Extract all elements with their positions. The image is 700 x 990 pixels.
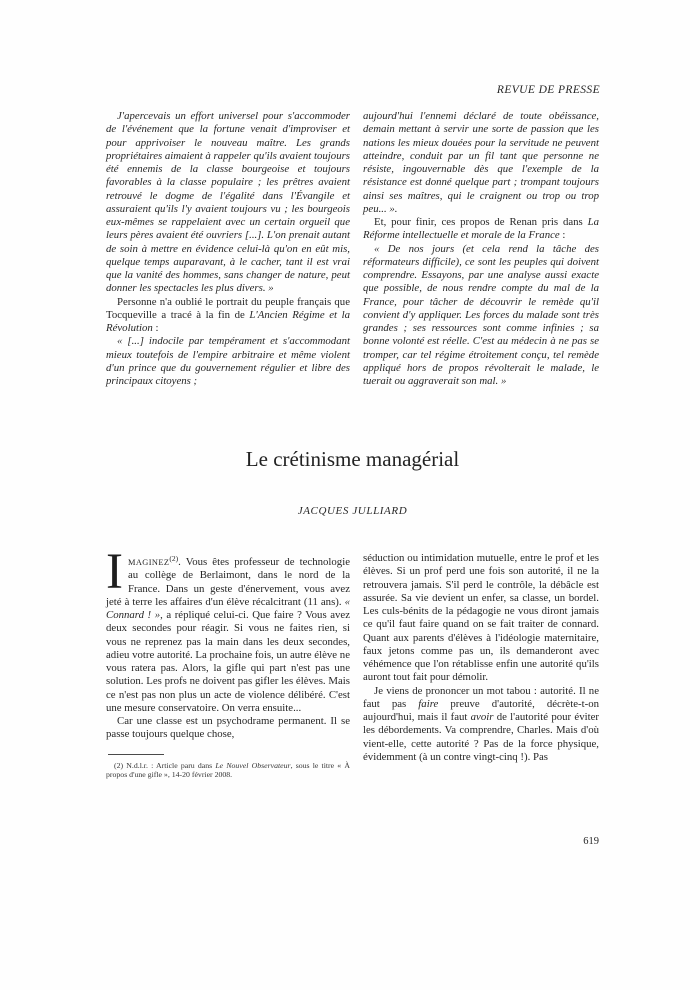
running-head: REVUE DE PRESSE — [496, 84, 600, 96]
body-text: Car une classe est un psychodrame permanent. Il se passe toujours quelque chose, — [106, 715, 350, 741]
quote-paragraph — [106, 335, 350, 388]
body-right-column — [363, 552, 599, 780]
narration-text: Et, pour finir, ces propos de Renan pris dans — [374, 216, 588, 228]
body-left-column — [106, 544, 350, 780]
quote-paragraph — [106, 110, 350, 296]
body-text: . Vous êtes professeur de technologie au collège de Berlaimont, dans le nord de la France. Dans un geste d'énervement, vous avez jeté à terre les affaires d'un élève récalcitrant (11 ans). — [106, 556, 350, 608]
quote-text: « [...] indocile par tempérament et s'accommodant mieux toutefois de l'empire arbitraire et même violent d'un prince que du gouvernement régulier et libre des principaux citoyens ; — [106, 335, 350, 387]
book-title: L'Ancien Régime et la Révolution — [106, 308, 350, 334]
body-text: Je viens de prononcer un mot tabou : autorité. Il ne faut pas — [363, 684, 599, 710]
press-quotes-section — [106, 110, 599, 388]
opening-small-caps: MAGINEZ — [127, 558, 170, 567]
body-text: , a répliqué celui-ci. Que faire ? Vous avez deux secondes pour réagir. Si vous ne faites rien, si vous ne reprenez pas la main dans les deux secondes, adieu votre autorité. La prochaine fois, un autre élève ne vous ratera pas. Alors, la gifle qui part n'est pas une solution. Les profs ne doivent pas gifler les élèves. Mais ce n'est pas non plus un acte de violence délibéré. C'est une mesure conservatoire. On verra ensuite... — [106, 609, 350, 714]
body-paragraph — [106, 715, 350, 742]
page-number: 619 — [583, 836, 599, 847]
drop-cap: I — [106, 544, 123, 600]
body-text: séduction ou intimidation mutuelle, entre le prof et les élèves. Si un prof perd une fois son autorité, il ne la retrouvera jamais. S'il perd le contrôle, la débâcle est assurée. Sa vie devient un enfer, sa classe, un bordel. Les culs-bénits de la pédagogie ne vous diront jamais ce qu'il faut faire quand on se fait traiter de connard. Quant aux parents d'élèves à l'idéologie maternitaire, faux jetons comme pas un, ils demanderont avec véhémence que l'on rétablisse enfin une autorité qu'ils auront tout fait pour démolir. — [363, 552, 599, 684]
footnote-text: (2) N.d.l.r. : Article paru dans — [114, 760, 216, 770]
narration-text: : — [559, 229, 566, 242]
article-author: JACQUES JULLIARD — [297, 505, 408, 517]
narration-paragraph — [363, 216, 599, 243]
footnote-divider — [108, 754, 164, 755]
quoted-word: « Connard ! » — [106, 595, 350, 621]
body-paragraph — [106, 544, 350, 715]
quote-paragraph — [363, 110, 599, 216]
emphasized-word: faire — [418, 697, 439, 710]
narration-paragraph — [106, 296, 350, 336]
article-body-section — [106, 544, 599, 780]
quote-text: aujourd'hui l'ennemi déclaré de toute obéissance, demain mettant à servir une sorte de passion que les nations les mieux douées pour la servitude ne peuvent atteindre, conduit par un fil tant que personne ne résiste, ingouvernable dès que l'exemple de la résistance est donné quelque part ; trompant toujours ainsi ses maîtres, qui le craignent ou trop ou trop peu... ». — [363, 110, 599, 215]
footnote-text: , sous le titre « À propos d'une gifle », 14-20 février 2008. — [106, 760, 350, 780]
body-paragraph — [363, 552, 599, 685]
footnote — [106, 761, 350, 781]
quote-paragraph — [363, 243, 599, 389]
body-paragraph — [363, 685, 599, 765]
quote-text: « De nos jours (et cela rend la tâche des réformateurs difficile), ce sont les peuples qui doivent comprendre. Essayons, par une analyse aussi exacte que possible, de nous rendre compte du mal de la France, pour tâcher de découvrir le remède qu'il convient d'y appliquer. Les forces du malade sont très grandes ; ses ressources sont comme infinies ; sa bonne volonté est réelle. C'est au médecin à ne pas se tromper, car tel régime étroitement conçu, tel remède appliqué hors de propos révolterait le malade, le tuerait ou aggraverait son mal. » — [363, 242, 599, 387]
publication-title: Le Nouvel Observateur — [215, 760, 291, 770]
quotes-right-column — [363, 110, 599, 388]
article-title: Le crétinisme managérial — [245, 447, 460, 471]
book-title: La Réforme intellectuelle et morale de la France — [363, 216, 599, 242]
narration-text: : — [152, 322, 159, 334]
footnote-reference: (2) — [169, 554, 179, 563]
body-text: de l'autorité pour éviter les débordements. Va comprendre, Charles. Mais d'où vient-elle, cette autorité ? Pas de la force physique, évidemment (à un contre vingt-cinq !). Pas — [363, 711, 599, 763]
emphasized-word: avoir — [470, 711, 494, 723]
body-text: preuve d'autorité, décrète-t-on aujourd'hui, mais il faut — [363, 697, 599, 723]
quotes-left-column — [106, 110, 350, 388]
narration-text: Personne n'a oublié le portrait du peuple français que Tocqueville a tracé à la fin de — [106, 295, 350, 321]
quote-text: J'apercevais un effort universel pour s'accommoder de l'événement que la fortune venait d'improviser et pour apprivoiser le nouveau maître. Les grands propriétaires aimaient à rappeler qu'ils avaient toujours été ennemis de la classe bourgeoise et toujours favorables à la classe populaire ; les prêtres avaient retrouvé le dogme de l'égalité dans l'Évangile et assuraient qu'ils l'y avaient toujours vu ; les bourgeois eux-mêmes se rappelaient avec un certain orgueil que leurs pères avaient été ouvriers [...]. L'on prenait autant de soin à mettre en évidence celui-là qu'on en eût mis, quelque temps auparavant, à le cacher, tant il est vrai que la vanité des hommes, sans changer de nature, peut donner les spectacles les plus divers. » — [106, 110, 350, 295]
